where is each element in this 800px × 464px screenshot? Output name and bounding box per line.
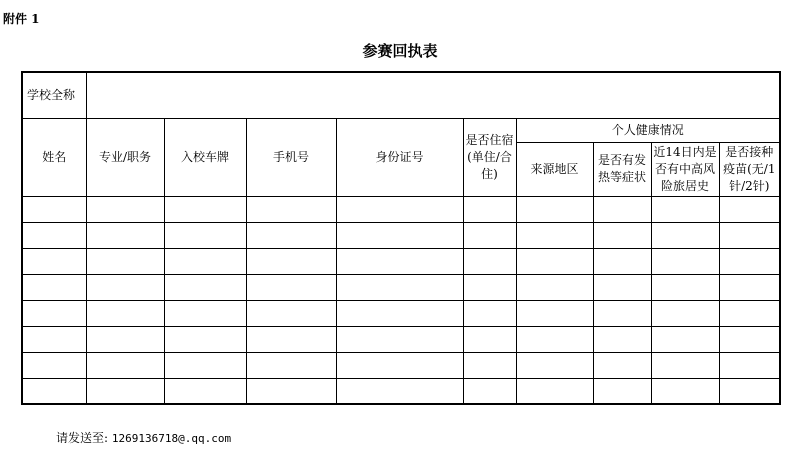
- table-cell[interactable]: [516, 326, 593, 352]
- table-cell[interactable]: [651, 196, 719, 222]
- table-cell[interactable]: [86, 326, 164, 352]
- table-cell[interactable]: [246, 300, 336, 326]
- table-cell[interactable]: [164, 222, 246, 248]
- table-cell[interactable]: [86, 274, 164, 300]
- table-row: [22, 222, 780, 248]
- table-cell[interactable]: [86, 222, 164, 248]
- table-cell[interactable]: [246, 378, 336, 404]
- table-cell[interactable]: [22, 378, 86, 404]
- table-cell[interactable]: [164, 352, 246, 378]
- table-cell[interactable]: [593, 300, 651, 326]
- col-header-major: 专业/职务: [86, 118, 164, 196]
- table-row: [22, 274, 780, 300]
- table-cell[interactable]: [651, 378, 719, 404]
- table-cell[interactable]: [651, 248, 719, 274]
- table-cell[interactable]: [463, 274, 516, 300]
- table-cell[interactable]: [22, 274, 86, 300]
- table-cell[interactable]: [593, 352, 651, 378]
- table-cell[interactable]: [463, 352, 516, 378]
- table-cell[interactable]: [336, 248, 463, 274]
- table-cell[interactable]: [86, 196, 164, 222]
- col-header-origin: 来源地区: [516, 142, 593, 196]
- table-cell[interactable]: [719, 300, 780, 326]
- table-cell[interactable]: [164, 248, 246, 274]
- table-cell[interactable]: [516, 378, 593, 404]
- table-cell[interactable]: [246, 196, 336, 222]
- table-cell[interactable]: [463, 248, 516, 274]
- table-row: [22, 300, 780, 326]
- table-cell[interactable]: [516, 196, 593, 222]
- table-cell[interactable]: [719, 326, 780, 352]
- table-cell[interactable]: [164, 326, 246, 352]
- table-cell[interactable]: [336, 326, 463, 352]
- table-cell[interactable]: [719, 248, 780, 274]
- table-cell[interactable]: [593, 222, 651, 248]
- table-cell[interactable]: [651, 300, 719, 326]
- table-cell[interactable]: [651, 326, 719, 352]
- table-cell[interactable]: [246, 352, 336, 378]
- registration-table: [21, 71, 781, 405]
- table-cell[interactable]: [246, 326, 336, 352]
- table-cell[interactable]: [719, 196, 780, 222]
- table-cell[interactable]: [22, 352, 86, 378]
- table-cell[interactable]: [336, 274, 463, 300]
- table-cell[interactable]: [593, 248, 651, 274]
- footer-contact: [56, 429, 231, 446]
- table-cell[interactable]: [516, 222, 593, 248]
- table-row: [22, 378, 780, 404]
- table-cell[interactable]: [593, 378, 651, 404]
- table-cell[interactable]: [336, 352, 463, 378]
- school-label: 学校全称: [22, 72, 86, 118]
- table-cell[interactable]: [593, 274, 651, 300]
- col-header-id: 身份证号: [336, 118, 463, 196]
- table-cell[interactable]: [463, 300, 516, 326]
- table-cell[interactable]: [86, 300, 164, 326]
- footer-email[interactable]: 1269136718@.qq.com: [111, 432, 232, 445]
- table-cell[interactable]: [164, 274, 246, 300]
- table-cell[interactable]: [22, 222, 86, 248]
- table-cell[interactable]: [719, 222, 780, 248]
- col-header-phone: 手机号: [246, 118, 336, 196]
- school-value-cell[interactable]: [86, 72, 780, 118]
- table-cell[interactable]: [86, 378, 164, 404]
- table-cell[interactable]: [719, 352, 780, 378]
- table-cell[interactable]: [86, 248, 164, 274]
- table-cell[interactable]: [719, 378, 780, 404]
- table-cell[interactable]: [336, 378, 463, 404]
- table-cell[interactable]: [164, 300, 246, 326]
- table-cell[interactable]: [593, 326, 651, 352]
- table-cell[interactable]: [463, 196, 516, 222]
- table-cell[interactable]: [516, 274, 593, 300]
- table-cell[interactable]: [246, 248, 336, 274]
- col-header-name: 姓名: [22, 118, 86, 196]
- table-row: [22, 326, 780, 352]
- table-cell[interactable]: [336, 300, 463, 326]
- col-header-fever: 是否有发热等症状: [593, 142, 651, 196]
- attachment-label: 附件 1: [3, 12, 40, 26]
- table-cell[interactable]: [651, 222, 719, 248]
- table-cell[interactable]: [463, 326, 516, 352]
- table-cell[interactable]: [246, 222, 336, 248]
- table-cell[interactable]: [516, 248, 593, 274]
- table-cell[interactable]: [719, 274, 780, 300]
- page-title: 参赛回执表: [362, 42, 438, 60]
- table-cell[interactable]: [463, 378, 516, 404]
- col-header-vehicle: 入校车牌: [164, 118, 246, 196]
- table-cell[interactable]: [246, 274, 336, 300]
- table-cell[interactable]: [22, 248, 86, 274]
- table-row: [22, 352, 780, 378]
- col-header-accommodation: 是否住宿(单住/合住): [463, 118, 516, 196]
- footer-label: 请发送至:: [56, 431, 109, 445]
- table-body: [22, 196, 780, 404]
- table-cell[interactable]: [22, 326, 86, 352]
- col-header-health: 个人健康情况: [516, 118, 780, 142]
- table-cell[interactable]: [164, 196, 246, 222]
- table-cell[interactable]: [336, 222, 463, 248]
- table-cell[interactable]: [651, 352, 719, 378]
- table-row: [22, 196, 780, 222]
- table-cell[interactable]: [516, 300, 593, 326]
- table-cell[interactable]: [516, 352, 593, 378]
- table-cell[interactable]: [593, 196, 651, 222]
- table-cell[interactable]: [651, 274, 719, 300]
- col-header-vaccine: 是否接种疫苗(无/1针/2针): [719, 142, 780, 196]
- table-cell[interactable]: [22, 300, 86, 326]
- table-row: [22, 248, 780, 274]
- table-cell[interactable]: [86, 352, 164, 378]
- table-cell[interactable]: [463, 222, 516, 248]
- table-cell[interactable]: [164, 378, 246, 404]
- table-cell[interactable]: [22, 196, 86, 222]
- table-cell[interactable]: [336, 196, 463, 222]
- col-header-travel: 近14日内是否有中高风险旅居史: [651, 142, 719, 196]
